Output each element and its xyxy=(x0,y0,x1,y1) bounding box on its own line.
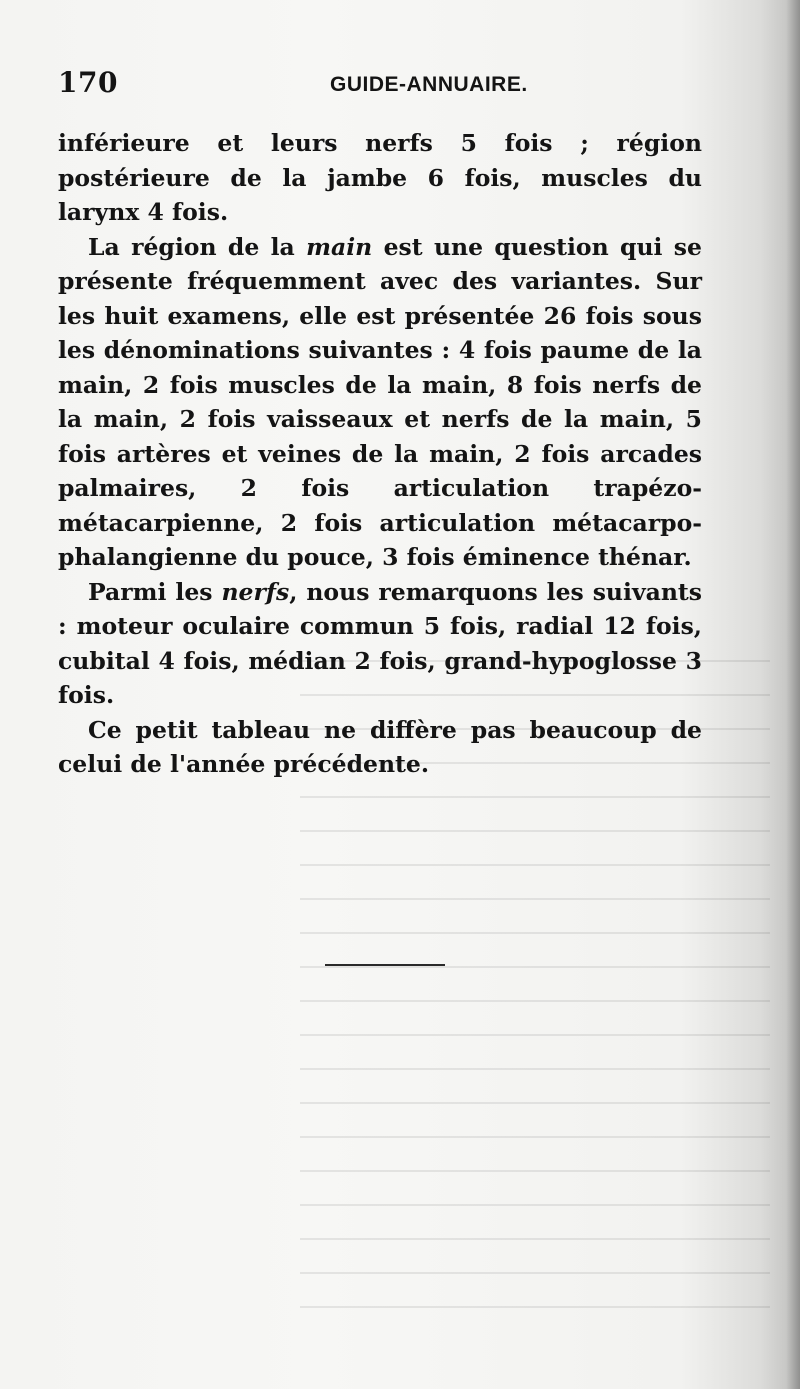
paragraph-2-emphasis: main xyxy=(306,232,373,261)
paragraph-4-text: Ce petit tableau ne diffère pas beaucoup de celui de l'année précédente. xyxy=(58,715,702,778)
page-header xyxy=(58,66,708,106)
section-end-rule xyxy=(325,964,445,966)
paragraph-4 xyxy=(58,713,702,782)
paragraph-2-text-start: La région de la xyxy=(88,232,307,261)
page-edge-shadow xyxy=(786,0,800,1389)
paragraph-2-text-end: est une question qui se présente fréquemment avec des variantes. Sur les huit examens, elle est présentée 26 fois sous les dénominations suivantes : 4 fois paume de la main, 2 fois muscles de la main, 8 fois nerfs de la main, 2 fois vaisseaux et nerfs de la main, 5 fois artères et veines de la main, 2 fois arcades palmaires, 2 fois articulation trapézo-métacarpienne, 2 fois articulation métacarpo-phalangienne du pouce, 3 fois éminence thénar. xyxy=(58,232,702,571)
paragraph-3 xyxy=(58,575,702,713)
running-head: GUIDE-ANNUAIRE. xyxy=(330,73,528,96)
paragraph-3-text-start: Parmi les xyxy=(88,577,222,606)
paragraph-1-text: inférieure et leurs nerfs 5 fois ; région postérieure de la jambe 6 fois, muscles du larynx 4 fois. xyxy=(58,129,702,226)
paragraph-3-text-end: , nous remarquons les suivants : moteur oculaire commun 5 fois, radial 12 fois, cubital 4 fois, médian 2 fois, grand-hypoglosse 3 fois. xyxy=(58,577,702,709)
page-number: 170 xyxy=(58,66,118,99)
paragraph-3-emphasis: nerfs xyxy=(221,577,290,606)
paragraph-1 xyxy=(58,126,702,230)
paragraph-2 xyxy=(58,230,702,575)
body-text xyxy=(58,126,702,782)
